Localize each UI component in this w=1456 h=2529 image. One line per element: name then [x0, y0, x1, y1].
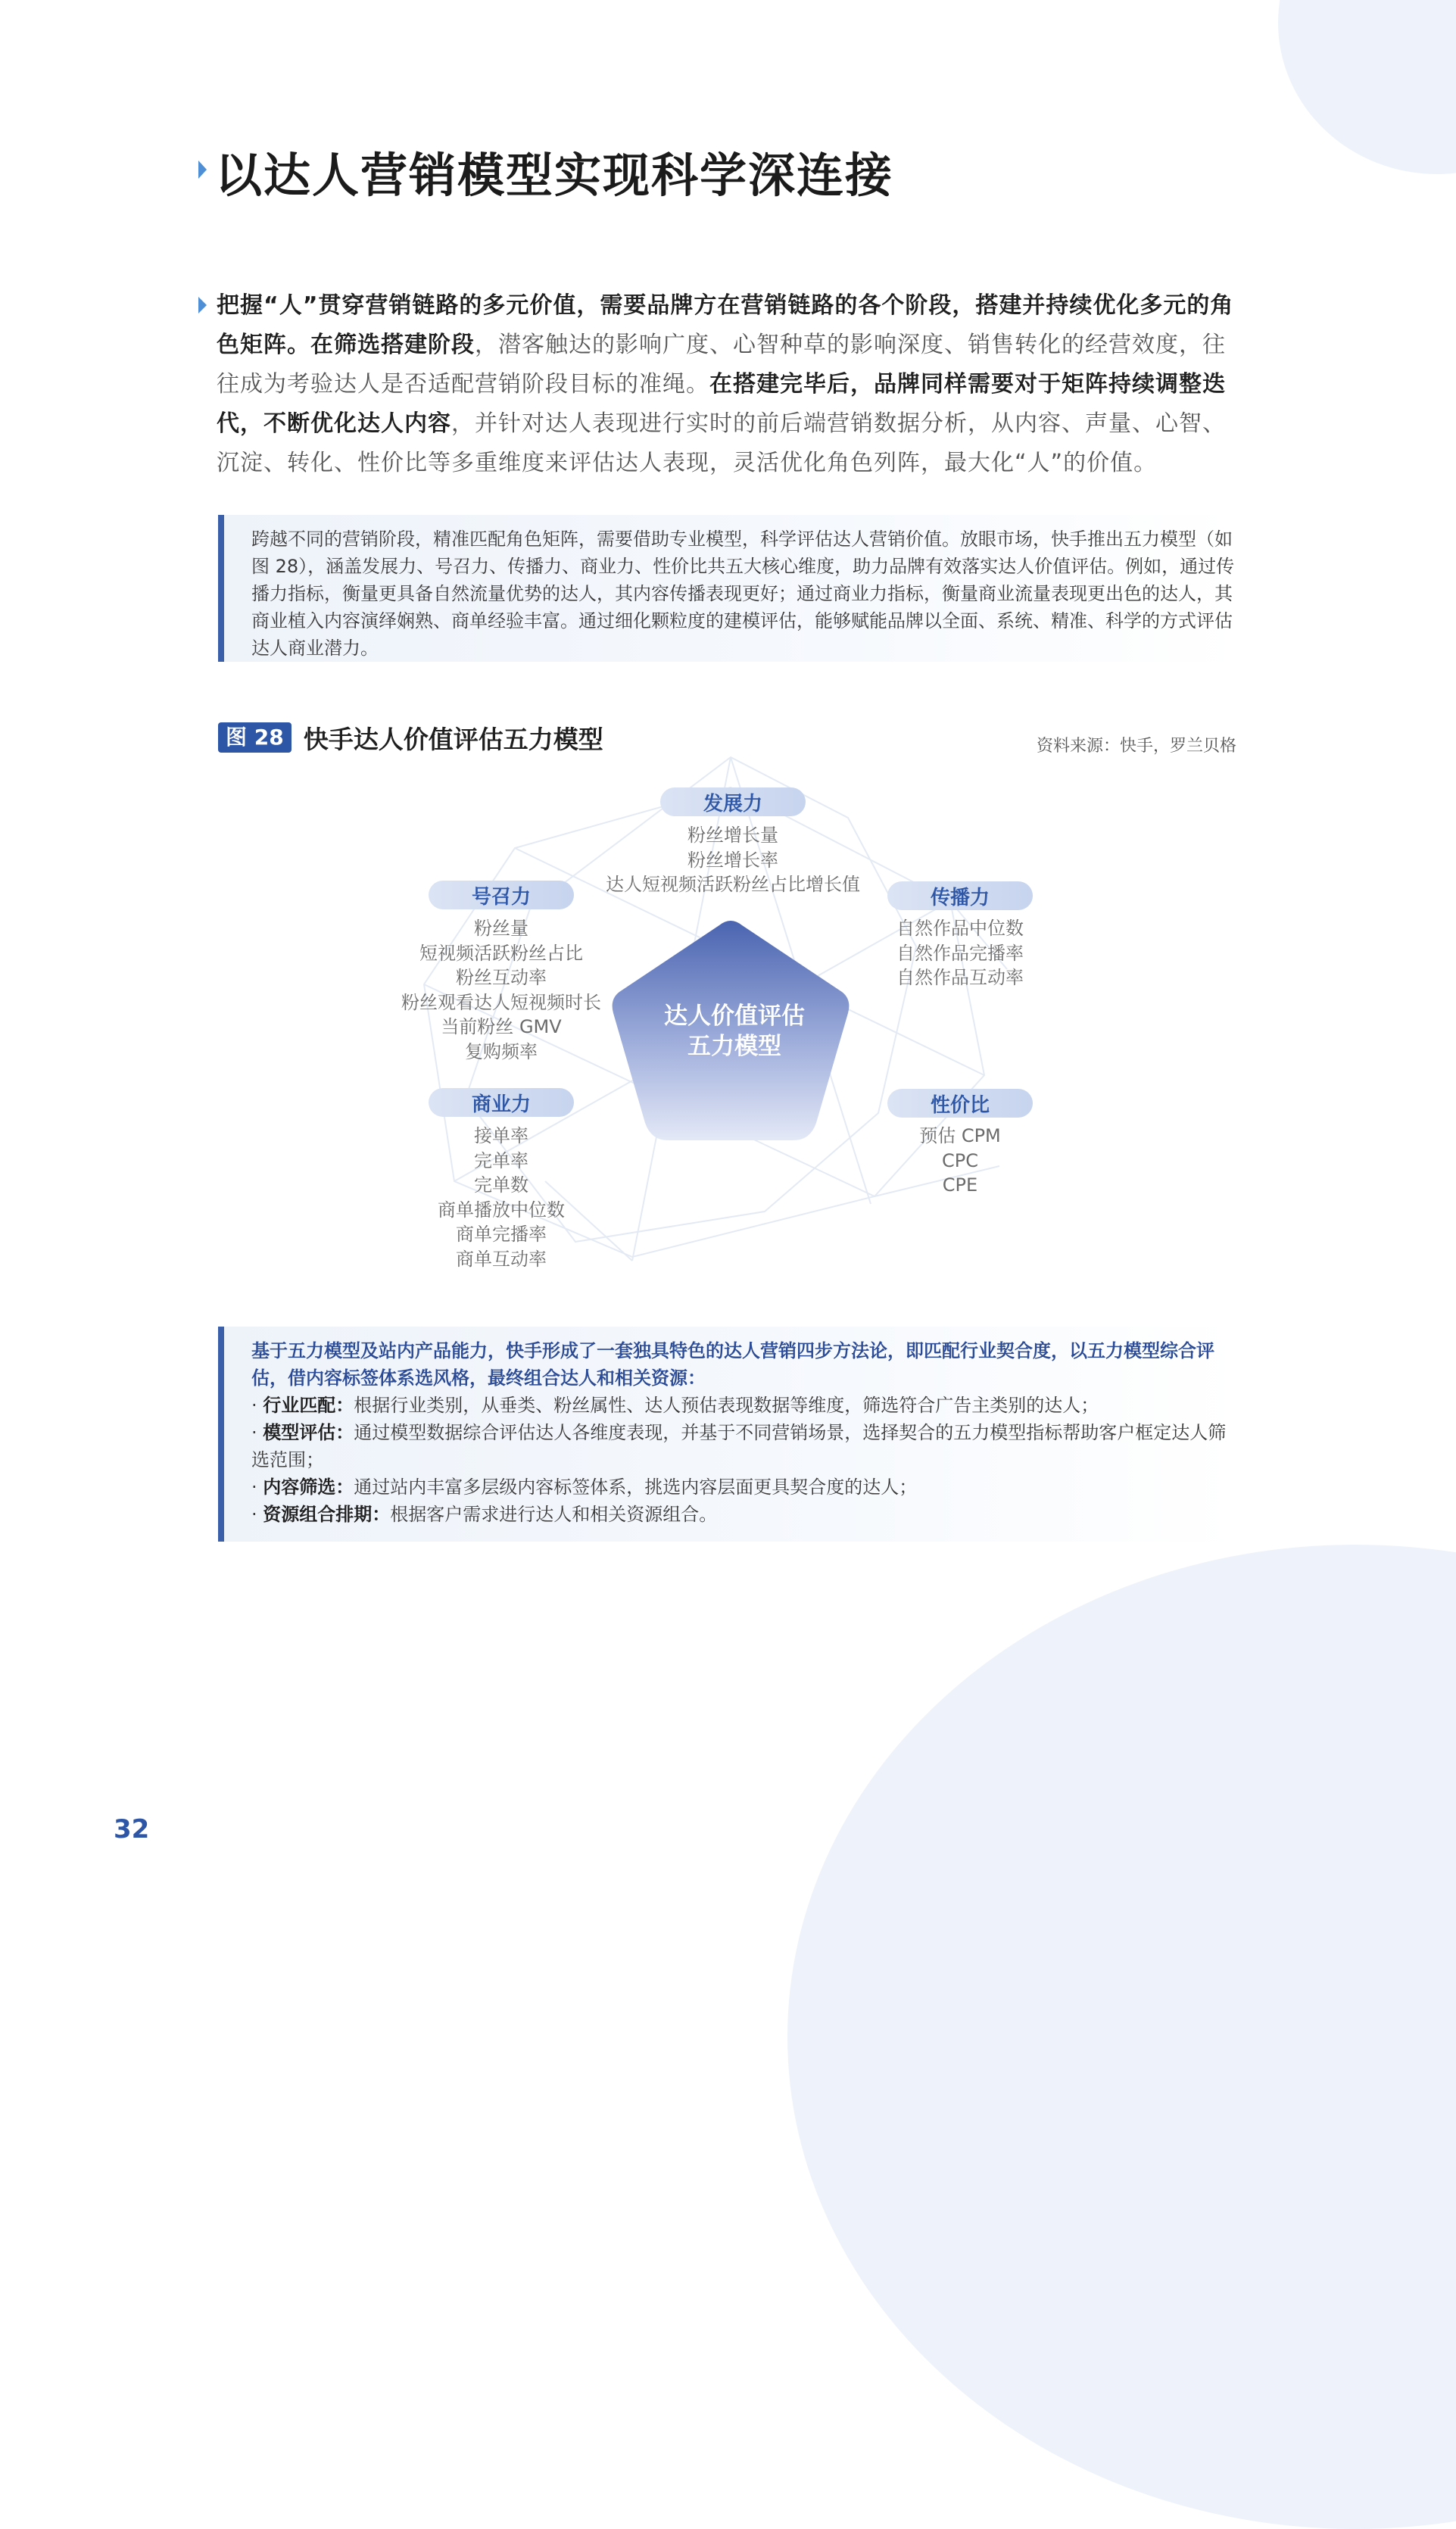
callout-box-2 — [218, 1327, 1236, 1542]
intro-bold-1: 把握“人”贯穿营销链路的多元价值，需要品牌方在营销链路的各个阶段，搭建并持续优化多元的角色矩阵。 — [217, 292, 1234, 358]
appeal-item: 复购频率 — [465, 1040, 538, 1062]
development-items — [591, 823, 875, 897]
commerce-pill: 商业力 — [429, 1088, 574, 1117]
appeal-item: 粉丝观看达人短视频时长 — [401, 991, 601, 1013]
item-term: 行业匹配： — [263, 1395, 354, 1416]
development-item: 粉丝增长率 — [687, 849, 778, 871]
item-term: 内容筛选： — [263, 1477, 354, 1498]
figure-badge: 图 28 — [218, 722, 292, 753]
development-pill: 发展力 — [660, 787, 806, 816]
spread-pill: 传播力 — [887, 881, 1033, 910]
item-desc: 根据客户需求进行达人和相关资源组合。 — [390, 1504, 718, 1525]
callout-2-item: · 资源组合排期：根据客户需求进行达人和相关资源组合。 — [251, 1504, 718, 1525]
value-item: CPC — [942, 1149, 978, 1171]
center-label-line2: 五力模型 — [687, 1033, 781, 1060]
commerce-item: 商单互动率 — [456, 1248, 547, 1270]
development-item: 达人短视频活跃粉丝占比增长值 — [606, 874, 860, 895]
commerce-item: 接单率 — [474, 1125, 528, 1146]
value-pill: 性价比 — [887, 1089, 1033, 1118]
callout-1-text: 跨越不同的营销阶段，精准匹配角色矩阵，需要借助专业模型，科学评估达人营销价值。放眼市场，快手推出五力模型（如图 28），涵盖发展力、号召力、传播力、商业力、性价比共五大核心维度，助力品牌有效落实达人价值评估。例如，通过传播力指标，衡量更具备自然流量优势的达人，其内容传播表现更好；通过商业力指标，衡量商业流量表现更出色的达人，其商业植入内容演绎娴熟、商单经验丰富。通过细化颗粒度的建模评估，能够赋能品牌以全面、系统、精准、科学的方式评估达人商业潜力。 — [251, 529, 1235, 659]
intro-text-2: ，并针对达人表现进行实时的前后端营销数据分析，从内容、声量、心智、沉淀、转化、性价比等多重维度来评估达人表现，灵活优化角色列阵，最大化“人”的价值。 — [217, 410, 1226, 476]
center-label-line1: 达人价值评估 — [664, 1003, 805, 1030]
intro-text-1: ，潜客触达的影响广度、心智种草的影响深度、销售转化的经营效度，往往成为考验达人是否适配营销阶段目标的准绳。 — [217, 332, 1226, 398]
center-label — [628, 1001, 840, 1062]
spread-item: 自然作品完播率 — [896, 942, 1024, 964]
callout-2-item: · 行业匹配：根据行业类别，从垂类、粉丝属性、达人预估表现数据等维度，筛选符合广告主类别的达人； — [251, 1395, 1099, 1416]
appeal-item: 当前粉丝 GMV — [441, 1016, 562, 1037]
commerce-item: 完单率 — [474, 1149, 528, 1171]
commerce-item: 完单数 — [474, 1174, 528, 1196]
item-desc: 根据行业类别，从垂类、粉丝属性、达人预估表现数据等维度，筛选符合广告主类别的达人； — [354, 1395, 1099, 1416]
item-term: 资源组合排期： — [263, 1504, 391, 1525]
item-desc: 通过站内丰富多层级内容标签体系，挑选内容层面更具契合度的达人； — [354, 1477, 918, 1498]
page-number: 32 — [114, 1814, 150, 1845]
appeal-pill: 号召力 — [429, 881, 574, 909]
spread-item: 自然作品互动率 — [896, 967, 1024, 988]
item-desc: 通过模型数据综合评估达人各维度表现，并基于不同营销场景，选择契合的五力模型指标帮助客户框定达人筛选范围； — [251, 1422, 1227, 1470]
commerce-items — [403, 1124, 600, 1271]
commerce-item: 商单完播率 — [456, 1224, 547, 1245]
appeal-item: 粉丝量 — [474, 918, 528, 939]
value-item: 预估 CPM — [919, 1125, 1001, 1146]
appeal-items — [388, 916, 615, 1064]
appeal-item: 短视频活跃粉丝占比 — [419, 942, 583, 964]
spread-item: 自然作品中位数 — [896, 918, 1024, 939]
intro-bold-2: 在筛选搭建阶段 — [310, 332, 475, 358]
figure-title: 快手达人价值评估五力模型 — [303, 724, 603, 754]
spread-items — [862, 916, 1058, 990]
callout-2-item: · 内容筛选：通过站内丰富多层级内容标签体系，挑选内容层面更具契合度的达人； — [251, 1477, 918, 1498]
callout-2-lead: 基于五力模型及站内产品能力，快手形成了一套独具特色的达人营销四步方法论，即匹配行业契合度，以五力模型综合评估，借内容标签体系选风格，最终组合达人和相关资源： — [251, 1340, 1214, 1389]
value-item: CPE — [942, 1174, 978, 1196]
intro-bold-3: 在搭建完毕后，品牌同样需要对于矩阵持续调整迭代，不断优化达人内容 — [217, 371, 1226, 437]
callout-2-item: · 模型评估：通过模型数据综合评估达人各维度表现，并基于不同营销场景，选择契合的五力模型指标帮助客户框定达人筛选范围； — [251, 1422, 1227, 1470]
page-title: 以达人营销模型实现科学深连接 — [215, 148, 894, 203]
item-term: 模型评估： — [263, 1422, 354, 1443]
commerce-item: 商单播放中位数 — [438, 1199, 565, 1221]
figure-source: 资料来源：快手，罗兰贝格 — [1036, 737, 1236, 756]
appeal-item: 粉丝互动率 — [456, 967, 547, 988]
value-items — [884, 1124, 1036, 1198]
development-item: 粉丝增长量 — [687, 825, 778, 846]
